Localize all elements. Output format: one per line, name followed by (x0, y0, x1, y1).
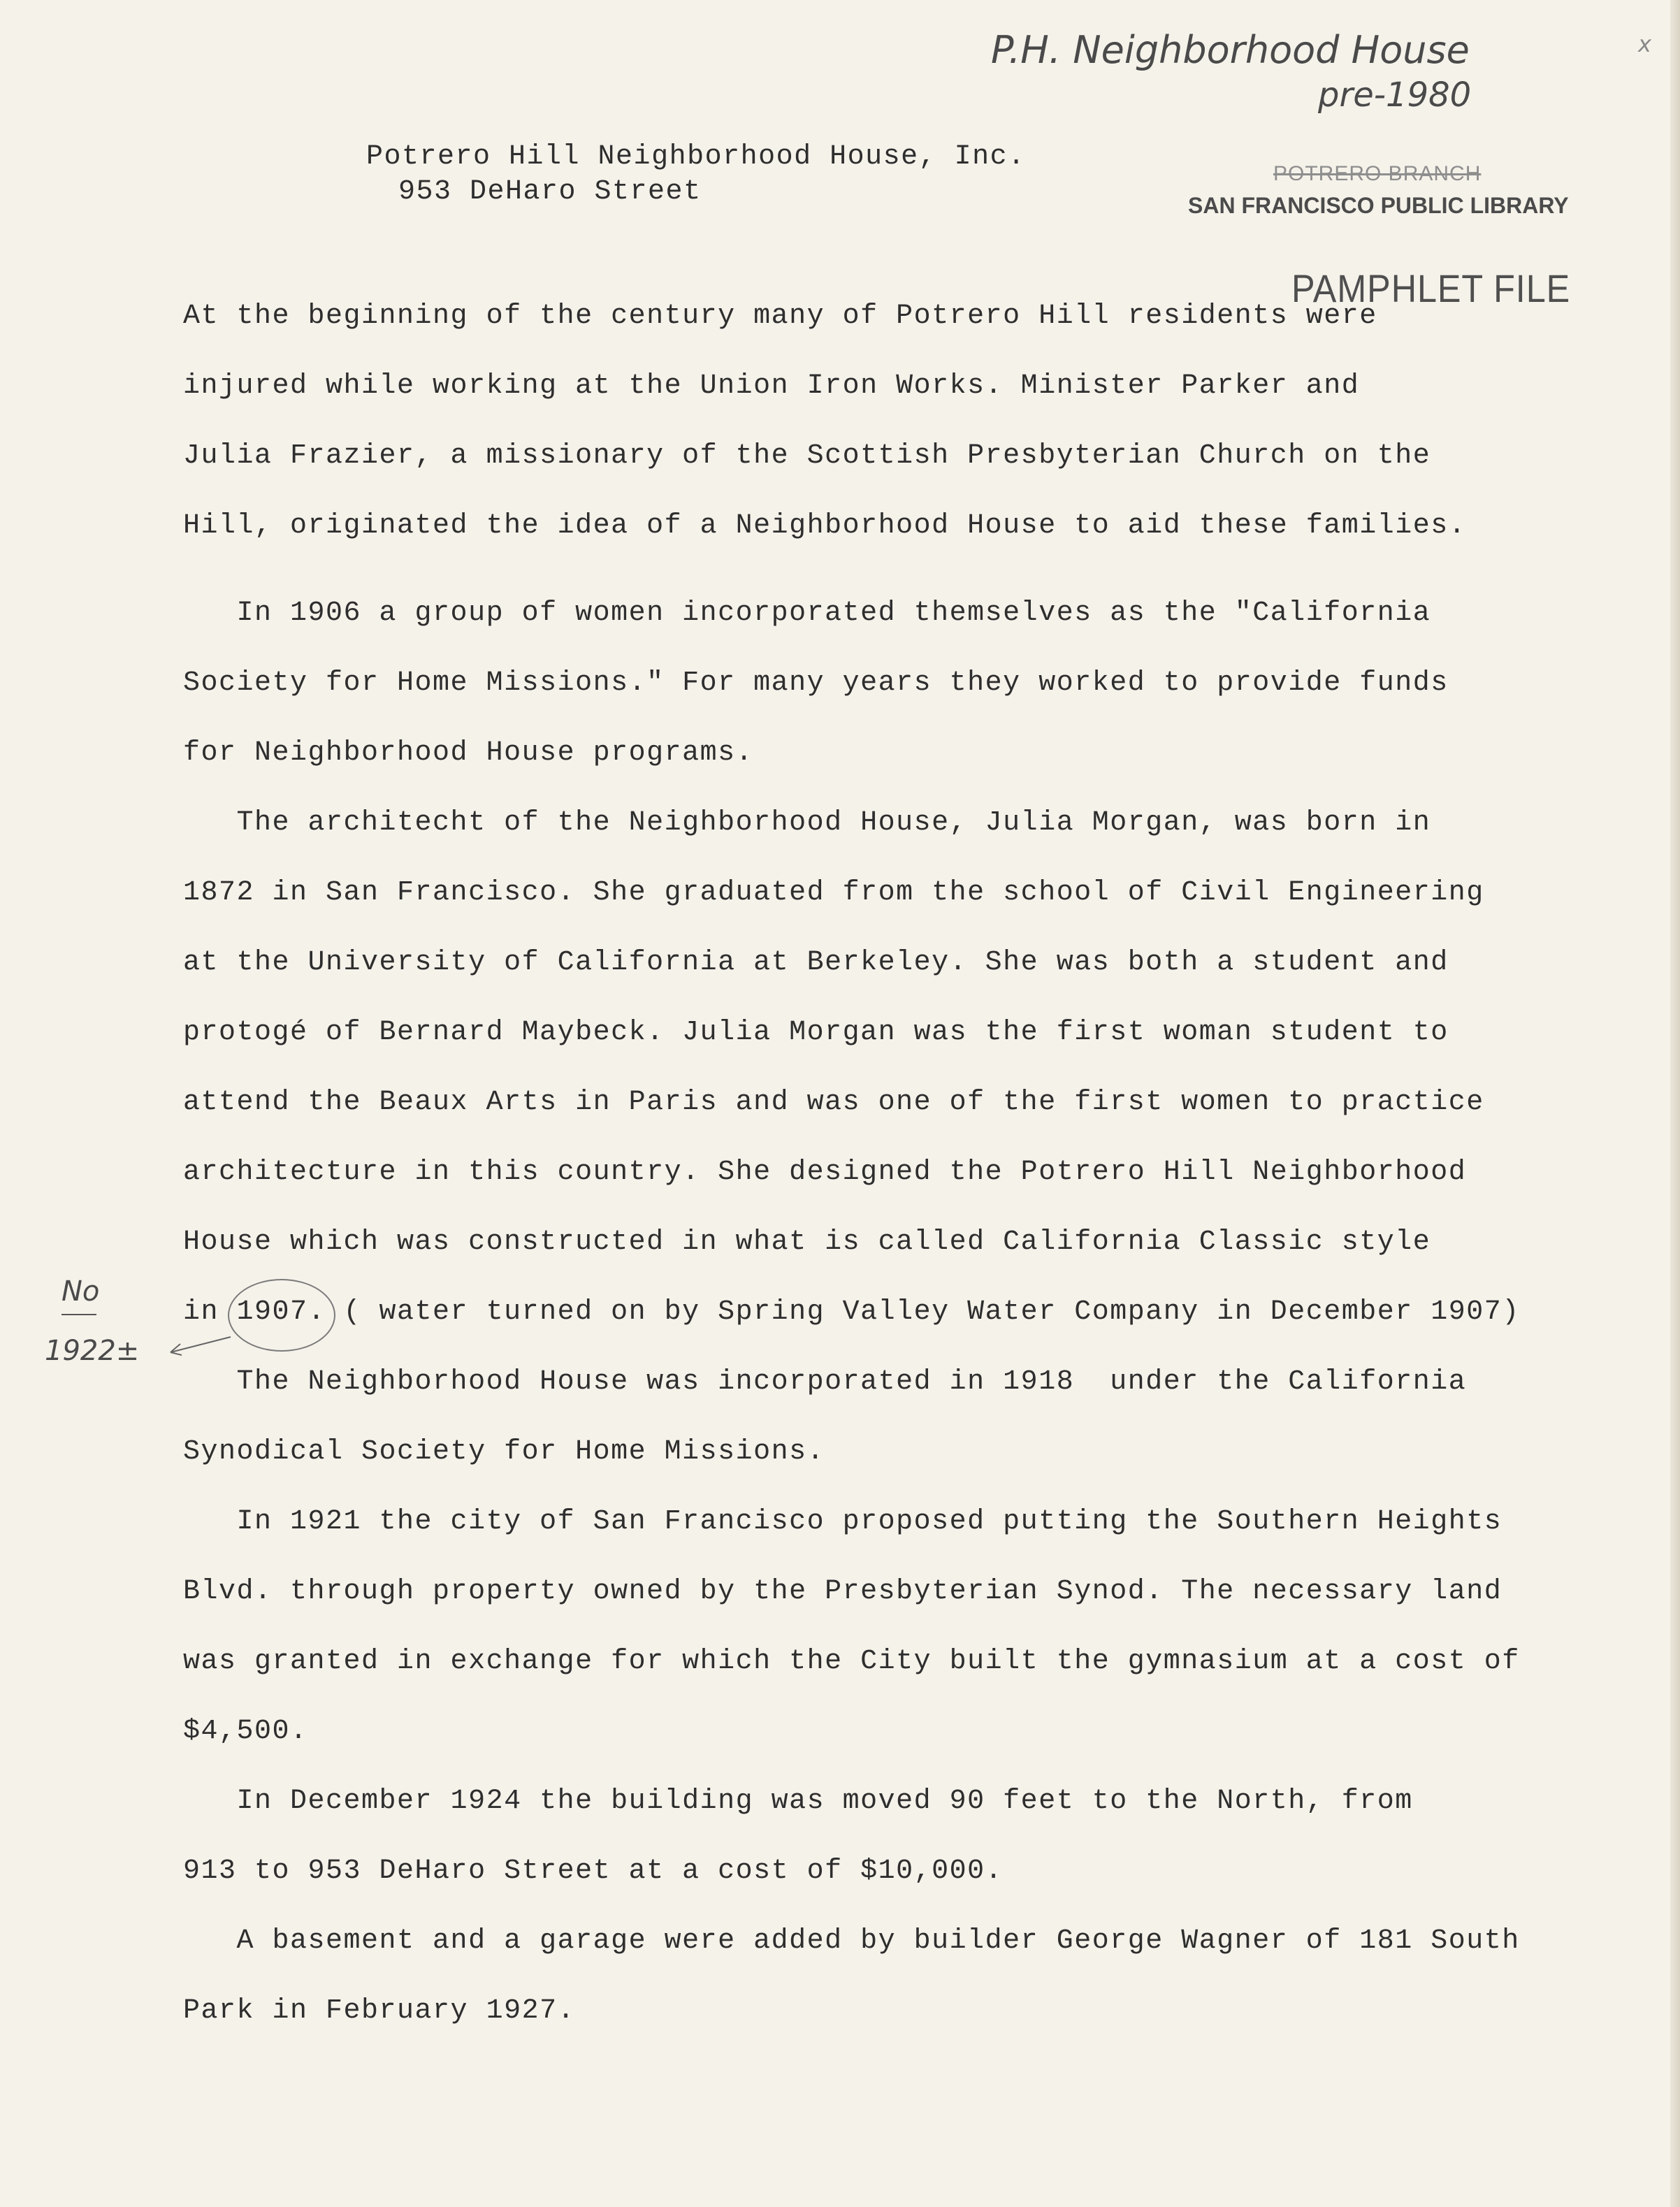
body-line: for Neighborhood House programs. (183, 737, 754, 769)
body-line: A basement and a garage were added by builder George Wagner of 181 South (183, 1925, 1520, 1957)
stamp-branch: POTRERO BRANCH (1273, 162, 1482, 185)
body-line: Park in February 1927. (183, 1995, 576, 2027)
body-line: was granted in exchange for which the City built the gymnasium at a cost of (183, 1646, 1520, 1677)
handwritten-corner-mark: x (1638, 31, 1651, 57)
body-line: Society for Home Missions." For many years they worked to provide funds (183, 667, 1449, 699)
body-line: The architecht of the Neighborhood House, Julia Morgan, was born in (183, 807, 1431, 839)
body-line: In December 1924 the building was moved 90 feet to the North, from (183, 1786, 1413, 1817)
stamp-library: SAN FRANCISCO PUBLIC LIBRARY (1188, 193, 1569, 218)
body-line: architecture in this country. She designed the Potrero Hill Neighborhood (183, 1157, 1467, 1188)
body-line: Synodical Society for Home Missions. (183, 1436, 825, 1468)
body-line: at the University of California at Berkeley. She was both a student and (183, 947, 1449, 978)
org-name: Potrero Hill Neighborhood House, Inc. (366, 141, 1026, 173)
body-line: $4,500. (183, 1716, 308, 1747)
body-line: injured while working at the Union Iron Works. Minister Parker and (183, 370, 1360, 402)
body-line: In 1906 a group of women incorporated themselves as the "California (183, 598, 1431, 629)
handwritten-date-note: pre-1980 (1318, 75, 1472, 115)
org-address: 953 DeHaro Street (398, 176, 702, 208)
body-line: In 1921 the city of San Francisco proposed putting the Southern Heights (183, 1506, 1502, 1537)
body-line: Blvd. through property owned by the Presbyterian Synod. The necessary land (183, 1576, 1502, 1607)
margin-note-no: No (61, 1275, 100, 1308)
body-line: 1872 in San Francisco. She graduated from the school of Civil Engineering (183, 877, 1484, 909)
body-line: protogé of Bernard Maybeck. Julia Morgan was the first woman student to (183, 1017, 1449, 1048)
stamp-pamphlet-file: PAMPHLET FILE (1291, 266, 1571, 310)
body-line: House which was constructed in what is called California Classic style (183, 1226, 1431, 1258)
body-line: At the beginning of the century many of Potrero Hill residents were (183, 301, 1377, 332)
arrow-annotation-icon (168, 1331, 238, 1359)
paper-edge (1670, 0, 1680, 2207)
body-line: Julia Frazier, a missionary of the Scottish Presbyterian Church on the (183, 440, 1431, 472)
margin-note-year: 1922± (45, 1335, 140, 1367)
body-line: in 1907. ( water turned on by Spring Valley Water Company in December 1907) (183, 1296, 1520, 1328)
handwritten-title: P.H. Neighborhood House (991, 28, 1470, 72)
body-line: The Neighborhood House was incorporated in 1918 under the California (183, 1366, 1467, 1398)
margin-note-underline (61, 1314, 96, 1315)
circle-annotation (228, 1279, 335, 1352)
body-line: attend the Beaux Arts in Paris and was one of the first women to practice (183, 1087, 1484, 1118)
body-line: Hill, originated the idea of a Neighborhood House to aid these families. (183, 510, 1467, 542)
body-line: 913 to 953 DeHaro Street at a cost of $10,000. (183, 1855, 1004, 1887)
